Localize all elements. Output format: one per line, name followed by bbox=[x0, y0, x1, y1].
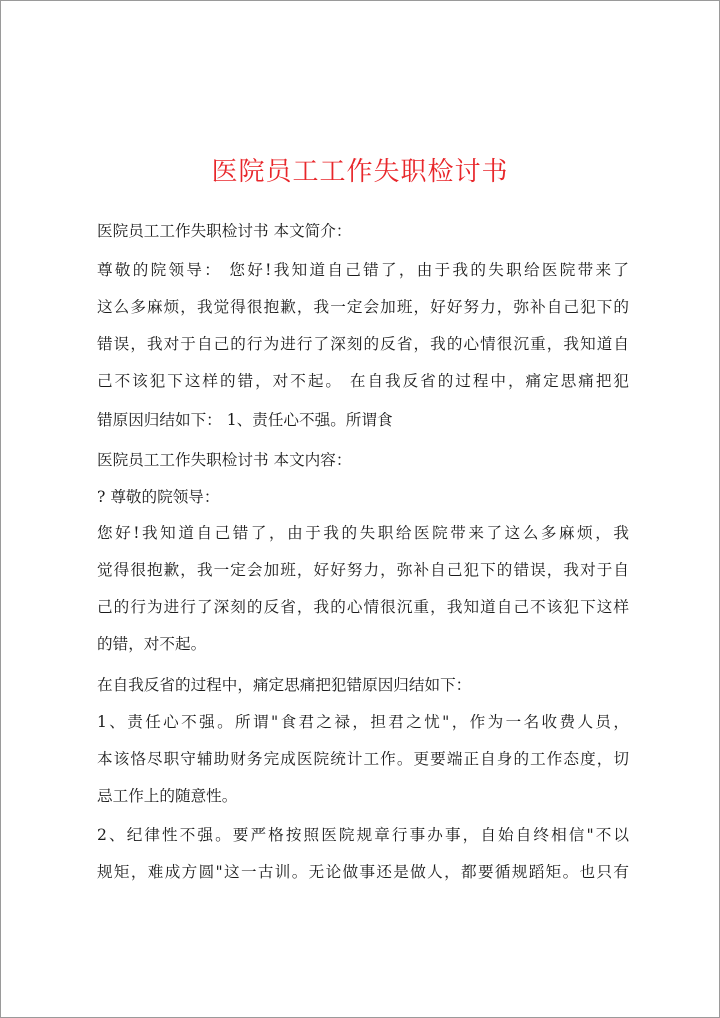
paragraph-line: 2、纪律性不强。要严格按照医院规章行事办事，自始自终相信"不以 bbox=[97, 826, 629, 844]
summary-line: 尊敬的院领导： 您好!我知道自己错了，由于我的失职给医院带来了 bbox=[97, 261, 629, 279]
paragraph-line: 的错，对不起。 bbox=[97, 635, 207, 653]
document-title: 医院员工工作失职检讨书 bbox=[211, 157, 509, 187]
paragraph-line: 本该恪尽职守辅助财务完成医院统计工作。更要端正自身的工作态度，切 bbox=[97, 750, 629, 768]
summary-line: 错误，我对于自己的行为进行了深刻的反省，我的心情很沉重，我知道自 bbox=[97, 335, 629, 353]
paragraph-line: 您好!我知道自己错了，由于我的失职给医院带来了这么多麻烦，我 bbox=[97, 524, 629, 542]
summary-line: 错原因归结如下： 1、责任心不强。所谓食 bbox=[97, 411, 393, 429]
summary-line: 己不该犯下这样的错，对不起。 在自我反省的过程中，痛定思痛把犯 bbox=[97, 372, 629, 390]
paragraph-line: 己的行为进行了深刻的反省，我的心情很沉重，我知道自己不该犯下这样 bbox=[97, 598, 629, 616]
paragraph-line: 1、责任心不强。所谓"食君之禄，担君之忧"，作为一名收费人员， bbox=[97, 713, 629, 731]
content-heading: 医院员工工作失职检讨书 本文内容： bbox=[97, 451, 352, 469]
paragraph-line: 在自我反省的过程中，痛定思痛把犯错原因归结如下： bbox=[97, 676, 472, 694]
paragraph-line: 忌工作上的随意性。 bbox=[97, 787, 238, 805]
salutation: ? 尊敬的院领导： bbox=[97, 488, 220, 506]
paragraph-line: 觉得很抱歉，我一定会加班，好好努力，弥补自己犯下的错误，我对于自 bbox=[97, 561, 629, 579]
paragraph-line: 规矩，难成方圆"这一古训。无论做事还是做人，都要循规蹈矩。也只有 bbox=[97, 863, 629, 881]
summary-heading: 医院员工工作失职检讨书 本文简介： bbox=[97, 222, 352, 240]
summary-line: 这么多麻烦，我觉得很抱歉，我一定会加班，好好努力，弥补自己犯下的 bbox=[97, 298, 629, 316]
